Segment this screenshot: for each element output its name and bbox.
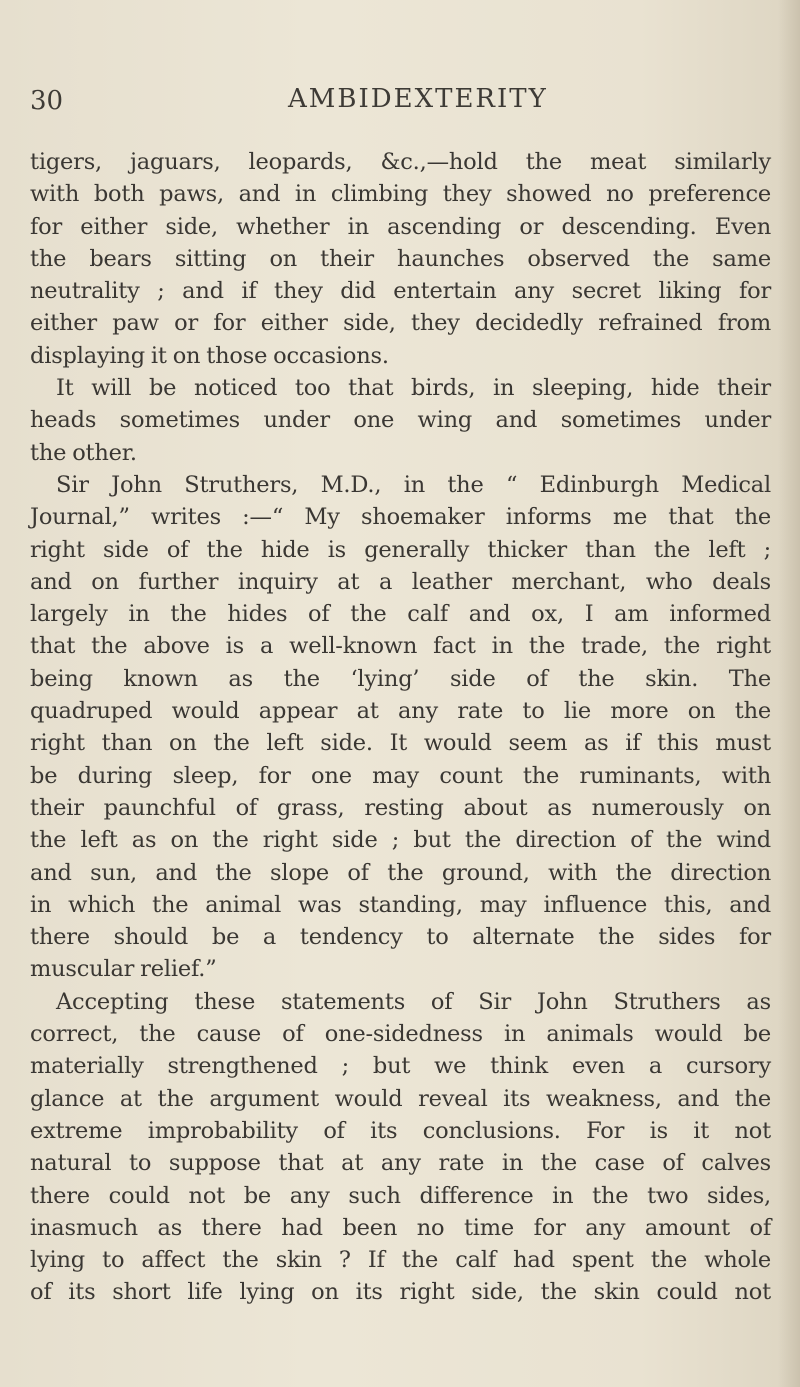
text-line: Sir John Struthers, M.D., in the “ Edinburgh Medical: [56, 471, 771, 498]
text-line: displaying it on those occasions.: [30, 342, 389, 369]
text-line: that the above is a well-known fact in the trade, the right: [30, 633, 771, 660]
text-line: materially strengthened ; but we think even a cursory: [30, 1053, 771, 1080]
text-line: and on further inquiry at a leather merchant, who deals: [30, 568, 771, 595]
text-line: there should be a tendency to alternate the sides for: [30, 924, 771, 951]
text-line: neutrality ; and if they did entertain any secret liking for: [30, 278, 771, 305]
text-line: for either side, whether in ascending or descending. Even: [30, 213, 771, 240]
text-line: the bears sitting on their haunches observed the same: [30, 245, 771, 272]
running-title: AMBIDEXTERITY: [288, 84, 548, 114]
text-line: the other.: [30, 439, 137, 466]
page-edge-shadow: [778, 0, 800, 1387]
text-line: It will be noticed too that birds, in sleeping, hide their: [56, 375, 771, 402]
text-line: right side of the hide is generally thicker than the left ;: [30, 536, 771, 563]
text-line: muscular relief.”: [30, 956, 217, 983]
text-line: their paunchful of grass, resting about as numerously on: [30, 794, 771, 821]
text-line: heads sometimes under one wing and sometimes under: [30, 407, 771, 434]
text-line: Journal,” writes :—“ My shoemaker informs me that the: [30, 504, 771, 531]
text-line: largely in the hides of the calf and ox, I am informed: [30, 601, 771, 628]
text-line: and sun, and the slope of the ground, with the direction: [30, 859, 771, 886]
text-line: lying to affect the skin ? If the calf had spent the whole: [30, 1247, 771, 1274]
text-line: of its short life lying on its right side, the skin could not: [30, 1279, 771, 1306]
text-line: either paw or for either side, they decidedly refrained from: [30, 310, 771, 337]
body-text: [30, 146, 771, 1309]
text-line: Accepting these statements of Sir John Struthers as: [56, 988, 771, 1015]
page-number: 30: [30, 86, 64, 116]
text-line: the left as on the right side ; but the direction of the wind: [30, 827, 771, 854]
text-line: be during sleep, for one may count the ruminants, with: [30, 762, 771, 789]
text-line: right than on the left side. It would seem as if this must: [30, 730, 771, 757]
text-line: natural to suppose that at any rate in the case of calves: [30, 1150, 771, 1177]
text-line: in which the animal was standing, may influence this, and: [30, 891, 771, 918]
text-line: extreme improbability of its conclusions. For is it not: [30, 1117, 771, 1144]
text-line: glance at the argument would reveal its weakness, and the: [30, 1085, 771, 1112]
text-line: tigers, jaguars, leopards, &c.,—hold the meat similarly: [30, 149, 771, 175]
text-line: inasmuch as there had been no time for any amount of: [30, 1214, 771, 1241]
page-header: [0, 84, 800, 124]
text-line: with both paws, and in climbing they showed no preference: [30, 181, 771, 208]
text-line: correct, the cause of one-sidedness in animals would be: [30, 1021, 771, 1048]
text-line: quadruped would appear at any rate to lie more on the: [30, 698, 771, 725]
text-line: there could not be any such difference in the two sides,: [30, 1182, 771, 1209]
text-line: being known as the ‘lying’ side of the skin. The: [30, 665, 771, 692]
